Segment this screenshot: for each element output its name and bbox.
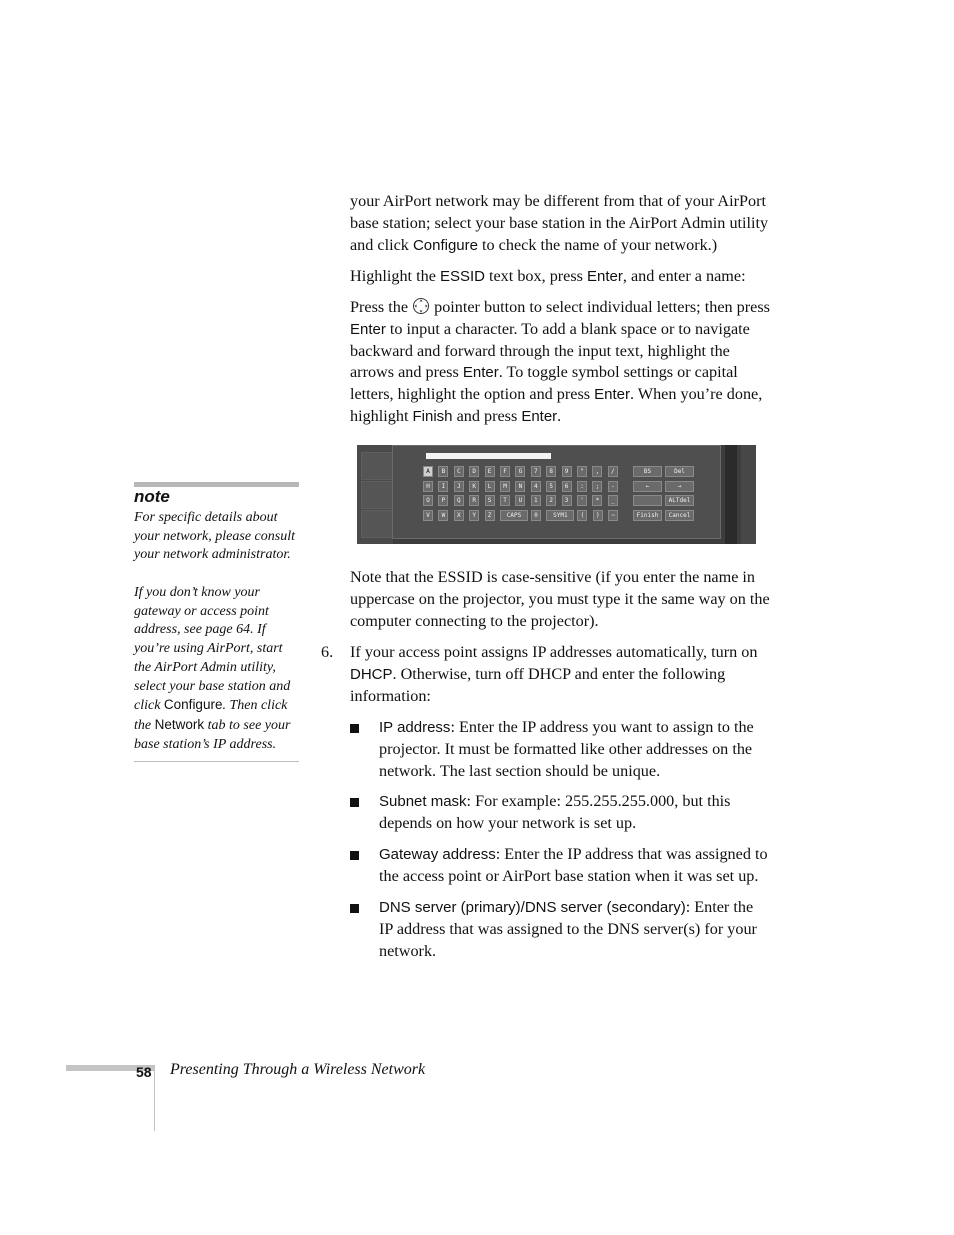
keyboard-action-key xyxy=(633,495,662,506)
keyboard-action-key: BS xyxy=(633,466,662,477)
keyboard-key: E xyxy=(485,466,495,477)
keyboard-key: S xyxy=(485,495,495,506)
keyboard-key: 9 xyxy=(562,466,572,477)
keyboard-key: ' xyxy=(577,495,587,506)
keyboard-key: T xyxy=(500,495,510,506)
footer-vertical-rule xyxy=(154,1065,155,1131)
keyboard-key: * xyxy=(592,495,602,506)
footer-section-title: Presenting Through a Wireless Network xyxy=(170,1061,426,1078)
instruction-line: arrows and press Enter. To toggle symbol settings or capital xyxy=(350,363,738,382)
keyboard-key: SYM1 xyxy=(546,510,574,521)
step6-line: DHCP. Otherwise, turn off DHCP and enter the following xyxy=(350,664,726,683)
keyboard-key: U xyxy=(515,495,525,506)
instruction-line: backward and forward through the input text, highlight the xyxy=(350,341,730,360)
ui-term-dhcp: DHCP xyxy=(350,665,393,683)
intro-line: your AirPort network may be different from that of your AirPort xyxy=(350,192,766,210)
keyboard-key: ~ xyxy=(608,510,618,521)
ui-term-enter: Enter xyxy=(587,268,623,285)
keyboard-key: P xyxy=(438,495,448,506)
essid-line: computer connecting to the projector). xyxy=(350,611,599,630)
bullet-label: DNS server (primary)/DNS server (secondary) xyxy=(379,899,686,916)
keyboard-key: CAPS xyxy=(500,510,528,521)
keyboard-key: L xyxy=(485,481,495,492)
essid-line: uppercase on the projector, you must type it the same way on the xyxy=(350,589,770,608)
ui-term-enter: Enter xyxy=(594,386,630,404)
bullet-square-icon xyxy=(350,851,359,860)
note-paragraph-2: If you don’t know your gateway or access point address, see page 64. If you’re using AirPort, start the AirPort Admin utility, select your base station and click Configure. Then click the Network tab to see your base station’s IP address. xyxy=(134,585,291,752)
keyboard-key: F xyxy=(500,466,510,477)
note-bottom-rule xyxy=(134,761,299,762)
instruction-line: letters, highlight the option and press Enter. When you’re done, xyxy=(350,385,763,404)
keyboard-key: N xyxy=(515,481,525,492)
bullet-label: Subnet mask xyxy=(379,793,467,810)
highlight-paragraph: Highlight the ESSID text box, press Enter, and enter a name: xyxy=(350,267,746,285)
ui-term-configure: Configure xyxy=(163,697,223,713)
keyboard-key: , xyxy=(592,466,602,477)
keyboard-key: J xyxy=(454,481,464,492)
keyboard-key: / xyxy=(608,466,618,477)
pointer-button-icon xyxy=(412,297,430,315)
keyboard-action-key: Del xyxy=(665,466,694,477)
bullet-label: IP address xyxy=(379,719,451,736)
ui-term-enter: Enter xyxy=(462,364,499,382)
keyboard-key: X xyxy=(454,510,464,521)
keyboard-key: _ xyxy=(608,495,618,506)
keyboard-key: H xyxy=(423,481,433,492)
keyboard-key: 1 xyxy=(531,495,541,506)
keyboard-key: C xyxy=(454,466,464,477)
instruction-paragraph xyxy=(350,297,788,428)
keyboard-key: 7 xyxy=(531,466,541,477)
keyboard-key: Q xyxy=(454,495,464,506)
keyboard-key: A xyxy=(423,466,433,477)
keyboard-key: R xyxy=(469,495,479,506)
keyboard-key: ) xyxy=(593,510,603,521)
keyboard-key: Y xyxy=(469,510,479,521)
step6-paragraph xyxy=(350,642,788,707)
keyboard-action-key: Cancel xyxy=(665,510,694,521)
keyboard-key: ; xyxy=(592,481,602,492)
step-number: 6. xyxy=(321,643,334,661)
essid-line: Note that the ESSID is case-sensitive (if you enter the name in xyxy=(350,568,756,586)
keyboard-key: O xyxy=(423,495,433,506)
step6-line: If your access point assigns IP addresses automatically, turn on xyxy=(350,643,758,661)
intro-line: and click Configure to check the name of your network.) xyxy=(350,235,718,254)
keyboard-key: Z xyxy=(485,510,495,521)
keyboard-key: M xyxy=(500,481,510,492)
keyboard-action-key: ALTdel xyxy=(665,495,694,506)
ui-term-essid: ESSID xyxy=(439,268,485,285)
keyboard-key: I xyxy=(438,481,448,492)
keyboard-key: 4 xyxy=(531,481,541,492)
projector-keyboard-screenshot xyxy=(357,445,756,544)
keyboard-key: V xyxy=(423,510,433,521)
step6-line: information: xyxy=(350,686,431,705)
bullet-square-icon xyxy=(350,724,359,733)
bullet-square-icon xyxy=(350,904,359,913)
screenshot-left-nav xyxy=(357,445,393,544)
keyboard-key: 5 xyxy=(546,481,556,492)
keyboard-key: 2 xyxy=(546,495,556,506)
keyboard-key: W xyxy=(438,510,448,521)
keyboard-key: ( xyxy=(577,510,587,521)
ui-term-configure: Configure xyxy=(412,236,478,254)
page-number: 58 xyxy=(136,1064,152,1080)
keyboard-key: 8 xyxy=(546,466,556,477)
note-paragraph-1: For specific details about your network, please consult your network administrator. xyxy=(134,510,295,563)
keyboard-key: : xyxy=(577,481,587,492)
keyboard-key: 0 xyxy=(531,510,541,521)
screenshot-input-panel xyxy=(392,445,721,539)
screenshot-right-strip xyxy=(725,445,737,544)
keyboard-key: - xyxy=(608,481,618,492)
intro-paragraph xyxy=(350,191,788,256)
instruction-line: Press the pointer button to select individual letters; then press xyxy=(350,298,770,316)
keyboard-key: K xyxy=(469,481,479,492)
screenshot-right-edge xyxy=(741,445,756,544)
intro-line: base station; select your base station in the AirPort Admin utility xyxy=(350,213,769,232)
screenshot-essid-field xyxy=(426,453,551,459)
keyboard-key: B xyxy=(438,466,448,477)
ui-term-enter: Enter xyxy=(350,320,386,338)
keyboard-key: D xyxy=(469,466,479,477)
keyboard-action-key: → xyxy=(665,481,694,492)
ui-term-network: Network xyxy=(154,716,205,732)
ui-term-enter: Enter xyxy=(521,407,558,425)
note-title: note xyxy=(134,487,170,506)
essid-case-paragraph xyxy=(350,567,788,632)
bullet-square-icon xyxy=(350,798,359,807)
ui-term-finish: Finish xyxy=(412,407,453,425)
keyboard-action-key: Finish xyxy=(633,510,662,521)
keyboard-key: 6 xyxy=(562,481,572,492)
keyboard-action-key: ← xyxy=(633,481,662,492)
bullet-label: Gateway address xyxy=(379,846,496,863)
keyboard-key: " xyxy=(577,466,587,477)
keyboard-key: G xyxy=(515,466,525,477)
keyboard-key: 3 xyxy=(562,495,572,506)
instruction-line: Enter to input a character. To add a blank space or to navigate xyxy=(350,319,750,338)
instruction-line: highlight Finish and press Enter. xyxy=(350,406,562,425)
